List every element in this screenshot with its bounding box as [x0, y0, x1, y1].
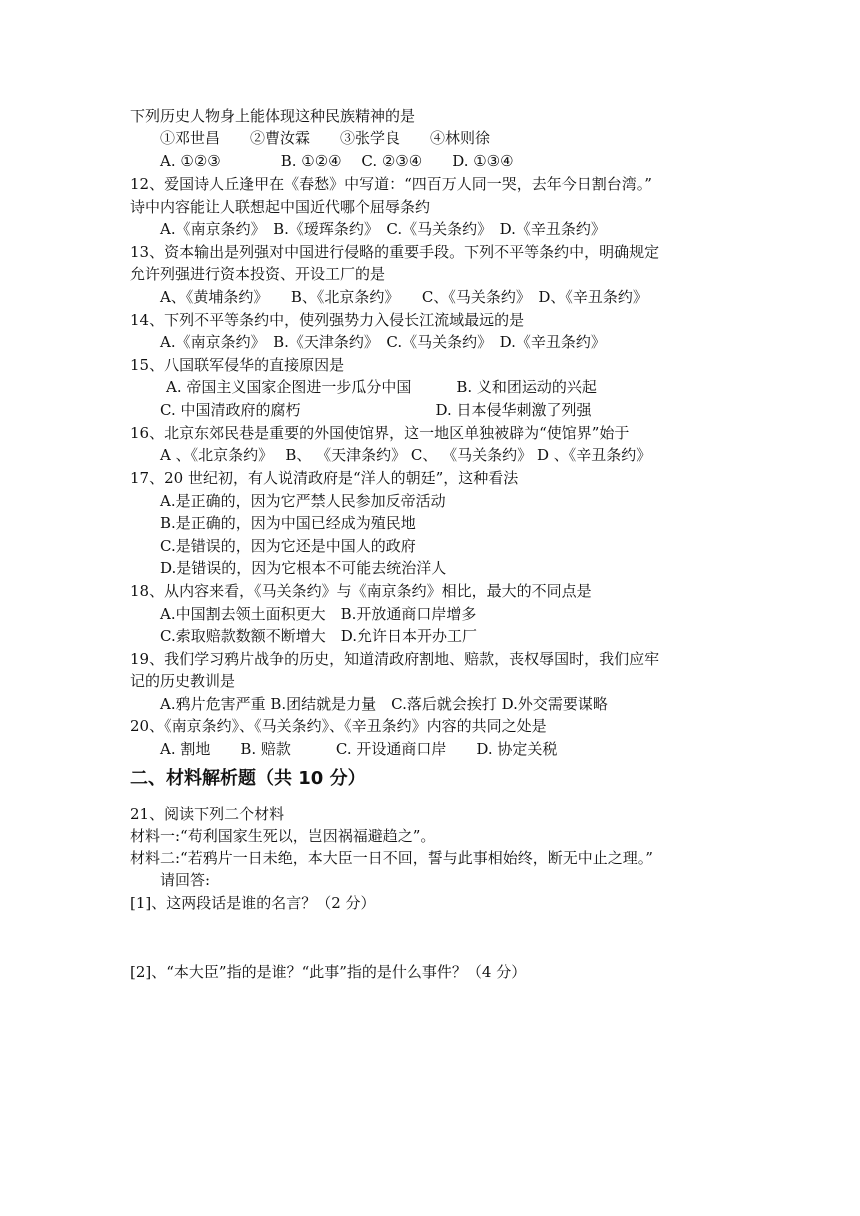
text-line: 13、资本输出是列强对中国进行侵略的重要手段。下列不平等条约中，明确规定 [130, 243, 660, 261]
text-line: B.是正确的，因为中国已经成为殖民地 [160, 514, 416, 532]
text-line: A.是正确的，因为它严禁人民参加反帝活动 [160, 492, 446, 510]
text-line: 19、我们学习鸦片战争的历史，知道清政府割地、赔款，丧权辱国时，我们应牢 [130, 650, 660, 668]
text-line: 诗中内容能让人联想起中国近代哪个屈辱条约 [130, 198, 431, 216]
text-line: A、《黄埔条约》 B、《北京条约》 C、《马关条约》 D、《辛丑条约》 [160, 288, 648, 306]
text-line: 20、《南京条约》、《马关条约》、《辛丑条约》内容的共同之处是 [130, 717, 547, 735]
text-line: 18、从内容来看，《马关条约》与《南京条约》相比，最大的不同点是 [130, 582, 592, 600]
text-line: A. 割地 B. 赔款 C. 开设通商口岸 D. 协定关税 [160, 740, 558, 758]
text-line: A.《南京条约》 B.《瑷珲条约》 C.《马关条约》 D.《辛丑条约》 [160, 220, 606, 238]
text-line: 17、20 世纪初，有人说清政府是“洋人的朝廷”，这种看法 [130, 469, 519, 487]
text-line: D.是错误的，因为它根本不可能去统治洋人 [160, 559, 447, 577]
text-line: C. 中国清政府的腐朽 D. 日本侵华刺激了列强 [160, 401, 592, 419]
text-line: 21、阅读下列二个材料 [130, 805, 285, 823]
text-line: A.中国割去领土面积更大 B.开放通商口岸增多 [160, 605, 477, 623]
text-line: 材料一:“苟利国家生死以，岂因祸福避趋之”。 [130, 827, 436, 845]
text-line: 材料二:“若鸦片一日未绝，本大臣一日不回，誓与此事相始终，断无中止之理。” [130, 849, 653, 867]
text-line: [1]、这两段话是谁的名言？（2 分） [130, 894, 376, 912]
text-line: A.《南京条约》 B.《天津条约》 C.《马关条约》 D.《辛丑条约》 [160, 333, 606, 351]
text-line: [2]、“本大臣”指的是谁？“此事”指的是什么事件？（4 分） [130, 963, 527, 981]
text-line: 14、下列不平等条约中，使列强势力入侵长江流域最远的是 [130, 311, 525, 329]
text-line: A.鸦片危害严重 B.团结就是力量 C.落后就会挨打 D.外交需要谋略 [160, 695, 608, 713]
text-line: ①邓世昌 ②曹汝霖 ③张学良 ④林则徐 [160, 129, 491, 147]
text-line: C.索取赔款数额不断增大 D.允许日本开办工厂 [160, 627, 477, 645]
text-line: C.是错误的，因为它还是中国人的政府 [160, 537, 416, 555]
text-line: 下列历史人物身上能体现这种民族精神的是 [130, 107, 416, 125]
text-line: 请回答: [160, 871, 211, 889]
text-line: A. ①②③ B. ①②④ C. ②③④ D. ①③④ [160, 152, 514, 170]
text-line: 15、八国联军侵华的直接原因是 [130, 356, 345, 374]
text-line: 允许列强进行资本投资、开设工厂的是 [130, 265, 386, 283]
text-line: 16、北京东郊民巷是重要的外国使馆界，这一地区单独被辟为“使馆界”始于 [130, 424, 630, 442]
text-line: A. 帝国主义国家企图进一步瓜分中国 B. 义和团运动的兴起 [166, 378, 597, 396]
text-line: 记的历史教训是 [130, 672, 236, 690]
section-heading: 二、材料解析题（共 10 分） [130, 768, 366, 789]
text-line: A 、《北京条约》 B、 《天津条约》 C、 《马关条约》 D 、《辛丑条约》 [160, 446, 652, 464]
text-line: 12、爱国诗人丘逢甲在《春愁》中写道：“四百万人同一哭，去年今日割台湾。” [130, 175, 652, 193]
